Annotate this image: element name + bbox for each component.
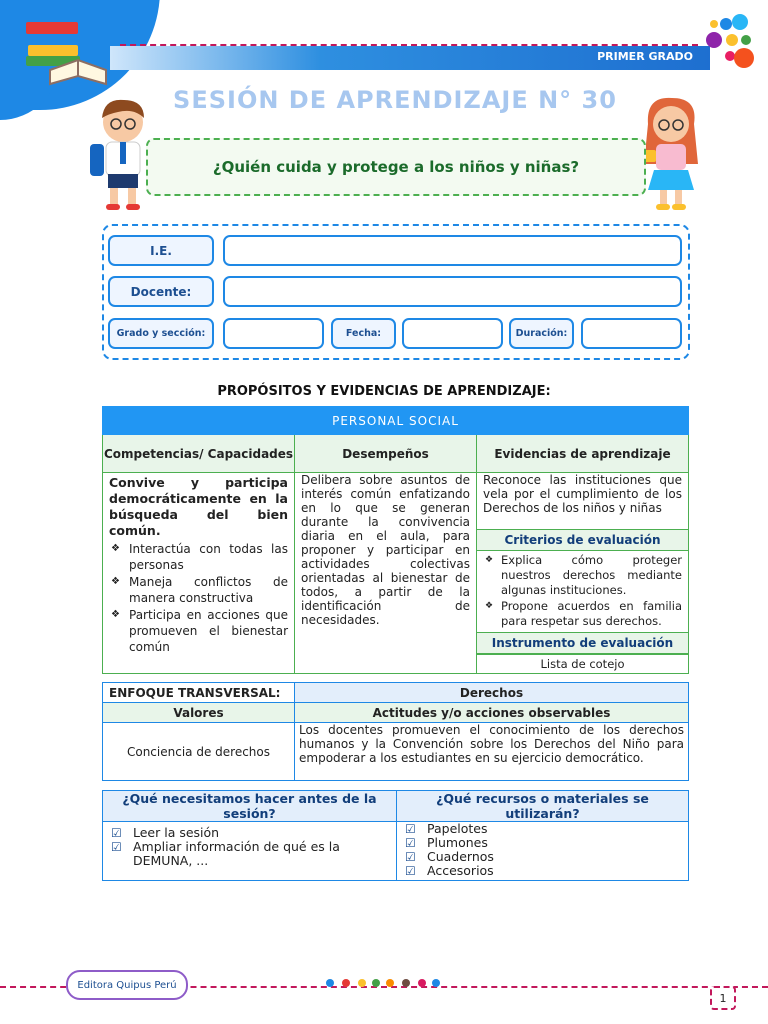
list-item: ❖ Maneja conflictos de manera constructiva	[109, 574, 288, 606]
area-header: PERSONAL SOCIAL	[103, 407, 689, 435]
actitud-cell: Los docentes promueven el conocimiento de los derechos humanos y la Convención sobre los Derechos del Niño para empoderar a los estudiantes en su ejercicio democrático.	[295, 723, 689, 781]
list-item: ☑ Papelotes	[405, 822, 682, 836]
instrumento-header: Instrumento de evaluación	[477, 632, 688, 654]
page-title: SESIÓN DE APRENDIZAJE N° 30	[173, 86, 617, 114]
desempenos-header: Desempeños	[295, 435, 477, 473]
session-question: ¿Quién cuida y protege a los niños y niñas?	[146, 138, 646, 196]
list-item: ☑ Plumones	[405, 836, 682, 850]
materials-header: ¿Qué recursos o materiales se utilizarán?	[397, 791, 689, 822]
before-session-list	[103, 822, 396, 870]
actitudes-header: Actitudes y/o acciones observables	[295, 703, 689, 723]
docente-label: Docente:	[108, 276, 214, 307]
enfoque-label: ENFOQUE TRANSVERSAL:	[103, 683, 295, 703]
before-session-cell	[103, 822, 397, 881]
list-item: ☑ Ampliar información de qué es la DEMUNA, ...	[111, 840, 390, 868]
competencias-header: Competencias/ Capacidades	[103, 435, 295, 473]
fecha-label: Fecha:	[331, 318, 396, 349]
enfoque-table	[102, 682, 689, 781]
girl-student-icon	[636, 94, 706, 214]
list-item: ❖ Participa en acciones que promueven el bienestar común	[109, 607, 288, 655]
pencils-icon	[324, 976, 442, 994]
evidencia-text: Reconoce las instituciones que vela por el cumplimiento de los Derechos de los niños y niñas	[483, 473, 682, 515]
valor-cell: Conciencia de derechos	[103, 723, 295, 781]
list-item: ❖ Interactúa con todas las personas	[109, 541, 288, 573]
valores-header: Valores	[103, 703, 295, 723]
grado-field[interactable]	[223, 318, 324, 349]
desempenos-cell	[295, 473, 477, 674]
fecha-field[interactable]	[402, 318, 503, 349]
list-item: ☑ Accesorios	[405, 864, 682, 878]
materials-cell	[397, 822, 689, 881]
criterios-header: Criterios de evaluación	[477, 529, 688, 551]
instrumento-value: Lista de cotejo	[477, 654, 688, 673]
books-icon	[20, 14, 112, 90]
page-number: 1	[710, 986, 736, 1010]
criterios-list	[477, 551, 688, 632]
duracion-field[interactable]	[581, 318, 682, 349]
materials-list	[397, 822, 688, 880]
desempeno-text: Delibera sobre asuntos de interés común enfatizando en lo que se generan durante la convivencia diaria en el aula, para proponer y participar en actividades colectivas orientadas al bienestar de todos, a partir de la identificación de necesidades.	[301, 473, 470, 627]
grado-label: Grado y sección:	[108, 318, 214, 349]
competencias-cell	[103, 473, 295, 674]
list-item: ❖ Explica cómo proteger nuestros derechos mediante algunas instituciones.	[483, 553, 682, 598]
docente-field[interactable]	[223, 276, 682, 307]
ie-field[interactable]	[223, 235, 682, 266]
capacidades-list	[109, 541, 288, 655]
list-item: ☑ Leer la sesión	[111, 826, 390, 840]
enfoque-value: Derechos	[295, 683, 689, 703]
grade-label: PRIMER GRADO	[597, 50, 693, 63]
publisher-badge: Editora Quipus Perú	[66, 970, 188, 1000]
before-session-header: ¿Qué necesitamos hacer antes de la sesión?	[103, 791, 397, 822]
duracion-label: Duración:	[509, 318, 574, 349]
list-item: ☑ Cuadernos	[405, 850, 682, 864]
ie-label: I.E.	[108, 235, 214, 266]
resources-table	[102, 790, 689, 881]
color-dots-icon	[704, 12, 760, 72]
evidencias-header: Evidencias de aprendizaje	[477, 435, 689, 473]
purposes-title: PROPÓSITOS Y EVIDENCIAS DE APRENDIZAJE:	[217, 384, 551, 399]
evidencias-cell	[477, 473, 689, 674]
competencia-text: Convive y participa democráticamente en la búsqueda del bien común.	[109, 475, 288, 538]
list-item: ❖ Propone acuerdos en familia para respetar sus derechos.	[483, 599, 682, 629]
purposes-table	[102, 406, 689, 674]
